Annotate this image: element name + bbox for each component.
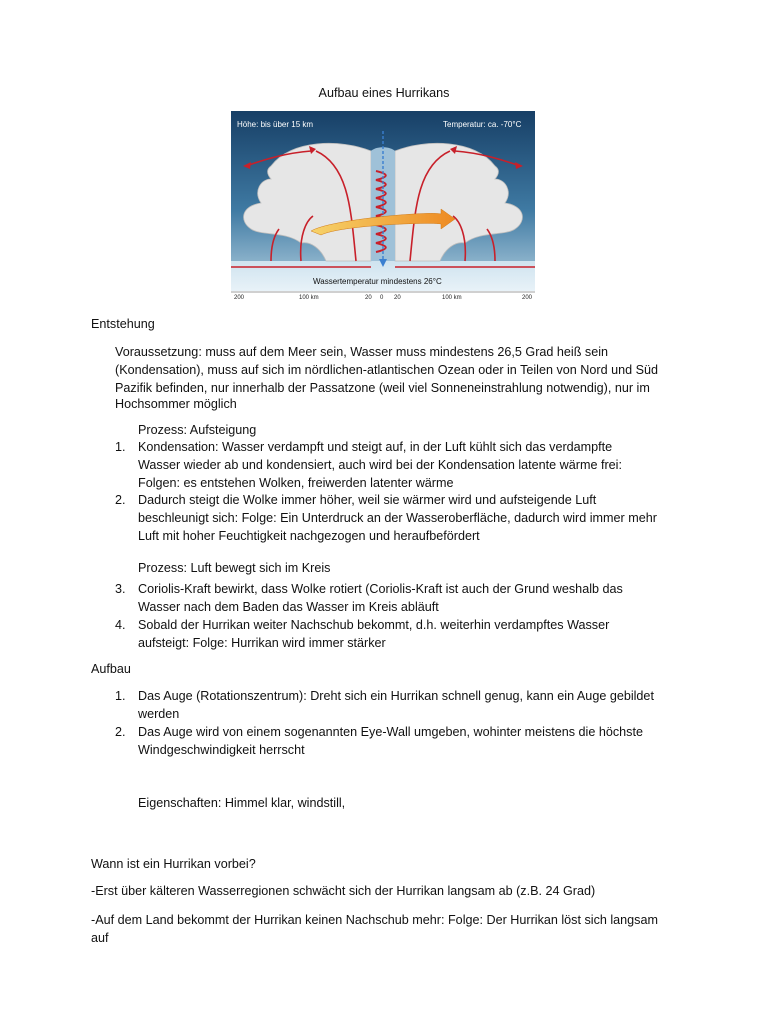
list-item-line: Wasser wieder ab und kondensiert, auch wird bei der Kondensation latente wärme frei: — [138, 458, 622, 472]
list-item-line: Sobald der Hurrikan weiter Nachschub bekommt, d.h. weiterhin verdampftes Wasser — [138, 618, 610, 632]
list-item-line: Folgen: es entstehen Wolken, freiwerden latenter wärme — [138, 476, 454, 490]
list-number: 3. — [115, 582, 126, 596]
list-number: 2. — [115, 493, 126, 507]
list-item-line: Wasser nach dem Baden das Wasser im Kreis abläuft — [138, 600, 439, 614]
axis-tick: 100 km — [442, 295, 462, 301]
axis-tick: 100 km — [299, 295, 319, 301]
axis-tick: 200 — [522, 295, 533, 301]
voraussetzung-line: Voraussetzung: muss auf dem Meer sein, Wasser muss mindestens 26,5 Grad heiß sein — [115, 345, 609, 359]
list-item-line: Coriolis-Kraft bewirkt, dass Wolke rotiert (Coriolis-Kraft ist auch der Grund weshalb das — [138, 582, 623, 596]
vorbei-line: -Erst über kälteren Wasserregionen schwächt sich der Hurrikan langsam ab (z.B. 24 Grad) — [91, 884, 596, 898]
list-number: 2. — [115, 725, 126, 739]
list-item-line: werden — [138, 707, 180, 721]
list-item-line: Das Auge wird von einem sogenannten Eye-Wall umgeben, wohinter meistens die höchste — [138, 725, 643, 739]
axis-tick: 20 — [394, 295, 401, 301]
list-number: 4. — [115, 618, 126, 632]
list-item-line: Windgeschwindigkeit herrscht — [138, 743, 305, 757]
axis-tick: 0 — [380, 295, 384, 301]
list-item-line: aufsteigt: Folge: Hurrikan wird immer stärker — [138, 636, 386, 650]
voraussetzung-line: (Kondensation), muss auf sich im nördlichen-atlantischen Ozean oder in Teilen von Nord und Süd — [115, 363, 659, 377]
axis-tick: 200 — [234, 295, 245, 301]
hurricane-diagram — [231, 111, 535, 303]
water-temp-label: Wassertemperatur mindestens 26°C — [313, 277, 442, 286]
list-number: 1. — [115, 689, 126, 703]
list-item-line: Dadurch steigt die Wolke immer höher, weil sie wärmer wird und aufsteigende Luft — [138, 493, 597, 507]
vorbei-line: -Auf dem Land bekommt der Hurrikan keinen Nachschub mehr: Folge: Der Hurrikan löst sich langsam — [91, 913, 658, 927]
list-item-line: Kondensation: Wasser verdampft und steigt auf, in der Luft kühlt sich das verdampfte — [138, 440, 613, 454]
document-title: Aufbau eines Hurrikans — [318, 86, 450, 100]
voraussetzung-line: Pazifik befinden, nur innerhalb der Passatzone (weil viel Sonneneinstrahlung notwendig), nur im — [115, 381, 650, 395]
heading-vorbei: Wann ist ein Hurrikan vorbei? — [91, 857, 256, 871]
heading-entstehung: Entstehung — [91, 317, 155, 331]
list-item-line: Das Auge (Rotationszentrum): Dreht sich ein Hurrikan schnell genug, kann ein Auge gebildet — [138, 689, 654, 703]
axis-tick: 20 — [365, 295, 372, 301]
list-number: 1. — [115, 440, 126, 454]
list-item-line: Luft mit hoher Feuchtigkeit nachgezogen und heraufbefördert — [138, 529, 480, 543]
list-item-line: beschleunigt sich: Folge: Ein Unterdruck an der Wasseroberfläche, dadurch wird immer mehr — [138, 511, 657, 525]
voraussetzung-line: Hochsommer möglich — [115, 397, 237, 411]
eigenschaften-text: Eigenschaften: Himmel klar, windstill, — [138, 796, 346, 810]
heading-aufbau: Aufbau — [91, 662, 131, 676]
vorbei-line: auf — [91, 931, 109, 945]
temperature-label: Temperatur: ca. -70°C — [443, 120, 522, 129]
height-label: Höhe: bis über 15 km — [237, 120, 314, 129]
process-heading: Prozess: Aufsteigung — [138, 423, 257, 437]
process-heading: Prozess: Luft bewegt sich im Kreis — [138, 561, 331, 575]
